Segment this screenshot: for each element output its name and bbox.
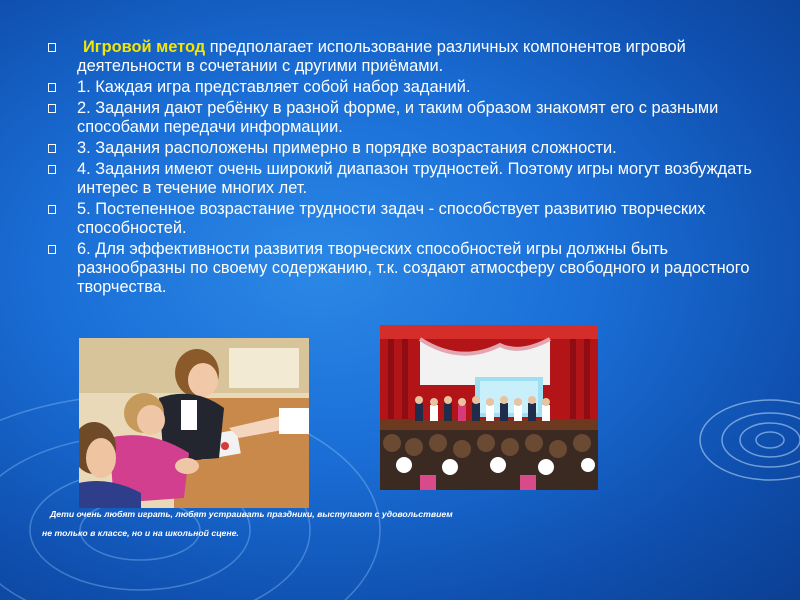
bullet-box-icon <box>48 83 56 92</box>
bullet-text: 4. Задания имеют очень широкий диапазон трудностей. Поэтому игры могут возбуждать интерес в течение многих лет. <box>77 160 752 197</box>
bullet-text: 6. Для эффективности развития творческих способностей игры должны быть разнообразны по своему содержанию, т.к. создают атмосферу свободного и радостного творчества. <box>77 240 750 296</box>
classroom-game-photo <box>79 338 309 508</box>
bullet-item <box>48 99 768 137</box>
water-ripple-decoration-right <box>640 360 800 520</box>
bullet-text: 3. Задания расположены примерно в порядке возрастания сложности. <box>77 139 617 157</box>
photo-caption-line-1: Дети очень любят играть, любят устраивать праздники, выступают с удовольствием <box>50 509 453 519</box>
stage-performance-photo <box>380 325 598 490</box>
bullet-item <box>48 78 768 97</box>
bullet-item <box>48 200 768 238</box>
bullet-list <box>48 38 768 299</box>
bullet-text: предполагает использование различных компонентов игровой деятельности в сочетании с другими приёмами. <box>77 38 686 75</box>
bullet-item <box>48 139 768 158</box>
bullet-lead-term: Игровой метод <box>83 38 206 56</box>
bullet-item <box>48 160 768 198</box>
photo-caption-line-2: не только в классе, но и на школьной сцене. <box>42 528 239 538</box>
bullet-box-icon <box>48 144 56 153</box>
bullet-box-icon <box>48 205 56 214</box>
bullet-box-icon <box>48 245 56 254</box>
bullet-box-icon <box>48 43 56 52</box>
bullet-item <box>48 240 768 297</box>
bullet-box-icon <box>48 104 56 113</box>
bullet-text: 2. Задания дают ребёнку в разной форме, и таким образом знакомят его с разными способами передачи информации. <box>77 99 719 136</box>
bullet-item <box>48 38 768 76</box>
bullet-text: 5. Постепенное возрастание трудности задач - способствует развитию творческих способностей. <box>77 200 706 237</box>
bullet-text: 1. Каждая игра представляет собой набор заданий. <box>77 78 471 96</box>
bullet-box-icon <box>48 165 56 174</box>
